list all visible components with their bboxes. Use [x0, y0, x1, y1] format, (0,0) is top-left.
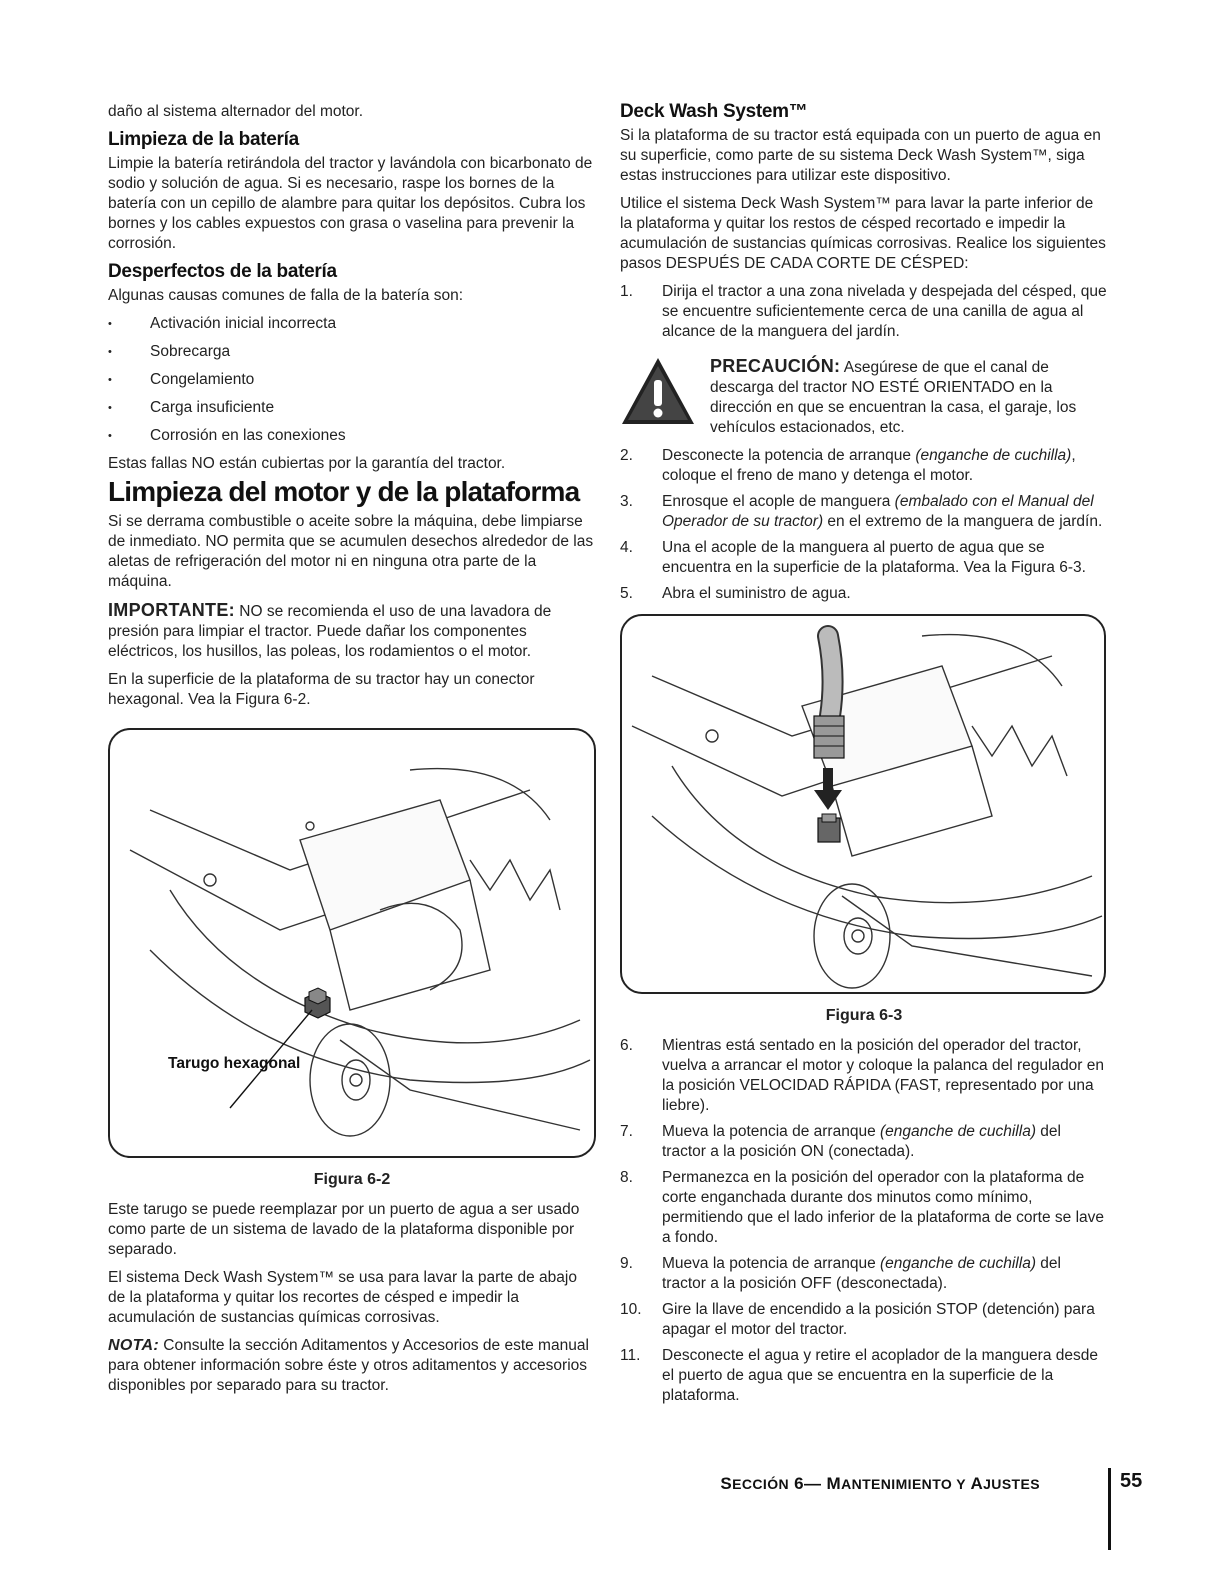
heading-limpieza-motor: Limpieza del motor y de la plataforma [108, 476, 580, 507]
list-item [620, 446, 1108, 486]
step-text: Enrosque el acople de manguera [662, 493, 895, 510]
list-item [620, 1346, 1108, 1406]
step-text: Dirija el tractor a una zona nivelada y despejada del césped, que se encuentre suficientemente cerca de una canilla de agua al alcance de la manguera del jardín. [662, 283, 1107, 340]
step-number: 3. [620, 493, 633, 510]
page-number: 55 [1120, 1470, 1143, 1492]
nota-label: NOTA: [108, 1337, 159, 1354]
deck-hex-plug-illustration [110, 730, 594, 1156]
list-item [620, 1168, 1108, 1248]
step-text: Desconecte la potencia de arranque [662, 447, 916, 464]
list-item [620, 1300, 1108, 1340]
step-number: 5. [620, 585, 633, 602]
steps-list-a [620, 282, 1108, 342]
importante-note [108, 600, 596, 662]
causas-list [108, 314, 596, 446]
figure-6-3 [620, 614, 1106, 994]
paragraph-deck-1: Si la plataforma de su tractor está equipada con un puerto de agua en su superficie, como parte de su sistema Deck Wash System™, siga estas instrucciones para utilizar este dispositivo. [620, 127, 1101, 184]
step-text: Mueva la potencia de arranque [662, 1255, 881, 1272]
paragraph-causas: Algunas causas comunes de falla de la batería son: [108, 287, 464, 304]
heading-deck-wash: Deck Wash System™ [620, 101, 808, 122]
step-text: Una el acople de la manguera al puerto de agua que se encuentra en la superficie de la plataforma. Vea la Figura 6-3. [662, 539, 1086, 576]
step-italic: (enganche de cuchilla) [880, 1255, 1036, 1272]
step-number: 1. [620, 283, 633, 300]
step-number: 8. [620, 1169, 633, 1186]
nota-note [108, 1336, 596, 1396]
paragraph-derrame: Si se derrama combustible o aceite sobre la máquina, debe limpiarse de inmediato. NO permita que se acumulen desechos alrededor de las aletas de refrigeración del motor ni en ninguna otra parte de la máquina. [108, 513, 594, 590]
list-item: • Carga insuficiente [108, 398, 596, 418]
list-item: • Congelamiento [108, 370, 596, 390]
list-item [620, 538, 1108, 578]
precaucion-warning [620, 356, 1108, 438]
step-number: 6. [620, 1037, 633, 1054]
list-item: • Sobrecarga [108, 342, 596, 362]
step-number: 9. [620, 1255, 633, 1272]
step-number: 4. [620, 539, 633, 556]
step-number: 11. [620, 1347, 641, 1364]
step-text-end: del tractor a la posición OFF (desconectada). [662, 1255, 1061, 1292]
step-text: Mientras está sentado en la posición del operador del tractor, vuelva a arrancar el motor y coloque la palanca del regulador en la posición VELOCIDAD RÁPIDA (FAST, representado por una liebre). [662, 1037, 1105, 1114]
heading-limpieza-bateria: Limpieza de la batería [108, 129, 299, 150]
step-italic: (enganche de cuchilla) [880, 1123, 1036, 1140]
step-text-end: , coloque el freno de mano y detenga el motor. [662, 447, 1076, 484]
figure-6-3-caption: Figura 6-3 [825, 1007, 903, 1024]
warning-triangle-icon [620, 356, 696, 438]
right-column [620, 102, 1108, 1412]
paragraph-sistema: El sistema Deck Wash System™ se usa para lavar la parte de abajo de la plataforma y quitar los recortes de césped e impedir la acumulación de sustancias químicas corrosivas. [108, 1269, 577, 1326]
importante-label: IMPORTANTE: [108, 600, 235, 620]
steps-list-c [620, 1036, 1108, 1406]
left-column [108, 102, 596, 1404]
paragraph-deck-2: Utilice el sistema Deck Wash System™ para lavar la parte inferior de la plataforma y quitar los restos de césped recortado e impedir la acumulación de sustancias químicas corrosivas. Realice los siguientes pasos DESPUÉS DE CADA CORTE DE CÉSPED: [620, 195, 1106, 272]
section-title: SECCIÓN 6— MANTENIMIENTO Y AJUSTES [720, 1474, 1040, 1493]
nota-text: Consulte la sección Aditamentos y Accesorios de este manual para obtener información sobre éste y otros aditamentos y accesorios disponibles por separado para su tractor. [108, 1337, 589, 1394]
garden-hose-icon [814, 636, 844, 758]
figure-label-tarugo: Tarugo hexagonal [168, 1055, 301, 1072]
paragraph-tarugo: Este tarugo se puede reemplazar por un puerto de agua a ser usado como parte de un sistema de lavado de la plataforma disponible por separado. [108, 1201, 580, 1258]
importante-text: NO se recomienda el uso de una lavadora de presión para limpiar el tractor. Puede dañar los componentes eléctricos, los husillos, las poleas, los rodamientos o el motor. [108, 603, 552, 660]
step-text-end: del tractor a la posición ON (conectada). [662, 1123, 1061, 1160]
intro-text: daño al sistema alternador del motor. [108, 103, 364, 120]
list-item [620, 1254, 1108, 1294]
list-item [620, 584, 1108, 604]
list-item [620, 1036, 1108, 1116]
step-text: Abra el suministro de agua. [662, 585, 851, 602]
step-number: 10. [620, 1301, 642, 1318]
steps-list-b [620, 446, 1108, 604]
list-item [620, 492, 1108, 532]
step-number: 2. [620, 447, 633, 464]
list-item [620, 282, 1108, 342]
paragraph-conector: En la superficie de la plataforma de su tractor hay un conector hexagonal. Vea la Figura 6-2. [108, 671, 535, 708]
step-text: Mueva la potencia de arranque [662, 1123, 881, 1140]
step-text: Desconecte el agua y retire el acoplador de la manguera desde el puerto de agua que se encuentra en la superficie de la plataforma. [662, 1347, 1098, 1404]
step-text: Gire la llave de encendido a la posición STOP (detención) para apagar el motor del tractor. [662, 1301, 1095, 1338]
figure-6-2-caption: Figura 6-2 [313, 1171, 391, 1188]
step-text: Permanezca en la posición del operador con la plataforma de corte enganchada durante dos minutos como mínimo, permitiendo que el lado inferior de la plataforma de corte se lave a fondo. [662, 1169, 1105, 1246]
paragraph-limpieza-bateria: Limpie la batería retirándola del tractor y lavándola con bicarbonato de sodio y solución de agua. Si es necesario, raspe los bornes de la batería con un cepillo de alambre para quitar los depósitos. Cubra los bornes y los cables expuestos con grasa o vaselina para prevenir la corrosión. [108, 155, 593, 252]
step-text-end: en el extremo de la manguera de jardín. [823, 513, 1103, 530]
heading-desperfectos: Desperfectos de la batería [108, 261, 337, 282]
precaucion-label: PRECAUCIÓN: [710, 356, 841, 376]
figure-6-2 [108, 728, 596, 1158]
deck-wash-hose-illustration [622, 616, 1104, 992]
paragraph-fallas: Estas fallas NO están cubiertas por la garantía del tractor. [108, 455, 506, 472]
step-italic: (enganche de cuchilla) [915, 447, 1072, 464]
water-port-icon [818, 814, 840, 842]
step-number: 7. [620, 1123, 633, 1140]
precaucion-text-block [710, 356, 1108, 438]
list-item: • Activación inicial incorrecta [108, 314, 596, 334]
footer-divider [1108, 1468, 1111, 1550]
step-italic: (embalado con el Manual del Operador de su tractor) [662, 493, 1094, 530]
list-item: • Corrosión en las conexiones [108, 426, 596, 446]
list-item [620, 1122, 1108, 1162]
precaucion-text: Asegúrese de que el canal de descarga del tractor NO ESTÉ ORIENTADO en la dirección en que se encuentran la casa, el garaje, los vehículos estacionados, etc. [710, 359, 1077, 436]
page-footer [720, 1468, 1143, 1496]
